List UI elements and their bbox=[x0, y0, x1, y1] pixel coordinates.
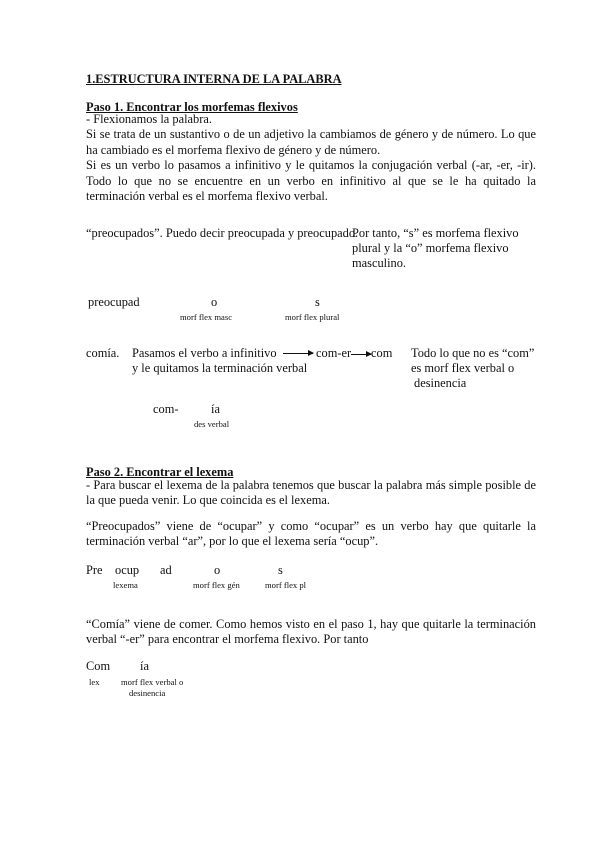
seg3-label-number: morf flex pl bbox=[265, 580, 307, 590]
paso1-ex2-step-1: Pasamos el verbo a infinitivo bbox=[132, 346, 277, 360]
paso1-line-3: Si es un verbo lo pasamos a infinitivo y le quitamos la conjugación verbal (-ar, -er, -ir). Todo lo que no se encuentre en un verbo en infinitivo al que se le ha quitado la terminación verbal es el morfema flexivo verbal. bbox=[86, 158, 536, 204]
paso1-heading: Paso 1. Encontrar los morfemas flexivos bbox=[86, 100, 298, 114]
seg3-part-gender: o bbox=[214, 563, 221, 577]
paso1-ex1-conclusion-1: Por tanto, “s” es morfema flexivo bbox=[352, 226, 519, 240]
seg1-part-number: s bbox=[315, 295, 320, 309]
seg1-label-number: morf flex plural bbox=[285, 312, 340, 322]
seg2-part-ending: ía bbox=[211, 402, 220, 416]
page-title: 1.ESTRUCTURA INTERNA DE LA PALABRA bbox=[86, 72, 342, 86]
seg4-label-desinence: desinencia bbox=[129, 688, 166, 698]
paso1-ex2-word: comía. bbox=[86, 346, 120, 360]
paso2-ex1: “Preocupados” viene de “ocupar” y como “ocupar” es un verbo hay que quitarle la terminación verbal “ar”, por lo que el lexema sería “ocup”. bbox=[86, 519, 536, 549]
seg4-label-ending: morf flex verbal o bbox=[121, 677, 184, 687]
paso1-ex2-root: com bbox=[371, 346, 393, 360]
seg1-part-gender: o bbox=[211, 295, 218, 309]
seg4-part-root: Com bbox=[86, 659, 111, 673]
seg3-part-number: s bbox=[278, 563, 283, 577]
arrow-right-icon bbox=[351, 354, 371, 355]
seg1-part-root: preocupad bbox=[88, 295, 140, 309]
seg2-label-ending: des verbal bbox=[194, 419, 230, 429]
paso2-intro: - Para buscar el lexema de la palabra tenemos que buscar la palabra más simple posible de la que pueda venir. Lo que coincida es el lexema. bbox=[86, 478, 536, 508]
paso2-heading: Paso 2. Encontrar el lexema bbox=[86, 465, 234, 479]
seg4-part-ending: ía bbox=[140, 659, 149, 673]
paso1-ex2-infinitive: com-er bbox=[316, 346, 352, 360]
paso1-ex1-conclusion-2: plural y la “o” morfema flexivo bbox=[352, 241, 509, 255]
paso1-ex1-lead: “preocupados”. Puedo decir preocupada y preocupado. bbox=[86, 226, 359, 240]
paso2-ex2: “Comía” viene de comer. Como hemos visto en el paso 1, hay que quitarle la terminación verbal “-er” para encontrar el morfema flexivo. Por tanto bbox=[86, 617, 536, 647]
seg3-label-lexeme: lexema bbox=[113, 580, 138, 590]
arrow-right-icon bbox=[283, 353, 313, 354]
paso1-ex2-result-2: es morf flex verbal o bbox=[411, 361, 515, 375]
seg3-part-lexeme: ocup bbox=[115, 563, 140, 577]
paso1-ex1-conclusion-3: masculino. bbox=[352, 256, 407, 270]
paso1-ex2-result-1: Todo lo que no es “com” bbox=[411, 346, 535, 360]
paso1-ex2-step-2: y le quitamos la terminación verbal bbox=[132, 361, 308, 375]
paso1-ex2-result-3: desinencia bbox=[414, 376, 467, 390]
seg1-label-gender: morf flex masc bbox=[180, 312, 233, 322]
seg2-part-root: com- bbox=[153, 402, 179, 416]
seg4-label-lexeme: lex bbox=[89, 677, 100, 687]
paso1-body bbox=[86, 112, 536, 204]
seg3-part-suffix: ad bbox=[160, 563, 172, 577]
seg3-label-gender: morf flex gén bbox=[193, 580, 240, 590]
paso1-line-2: Si se trata de un sustantivo o de un adjetivo la cambiamos de género y de número. Lo que ha cambiado es el morfema flexivo de género y de número. bbox=[86, 127, 536, 157]
paso1-line-1: - Flexionamos la palabra. bbox=[86, 112, 212, 126]
seg3-part-prefix: Pre bbox=[86, 563, 103, 577]
